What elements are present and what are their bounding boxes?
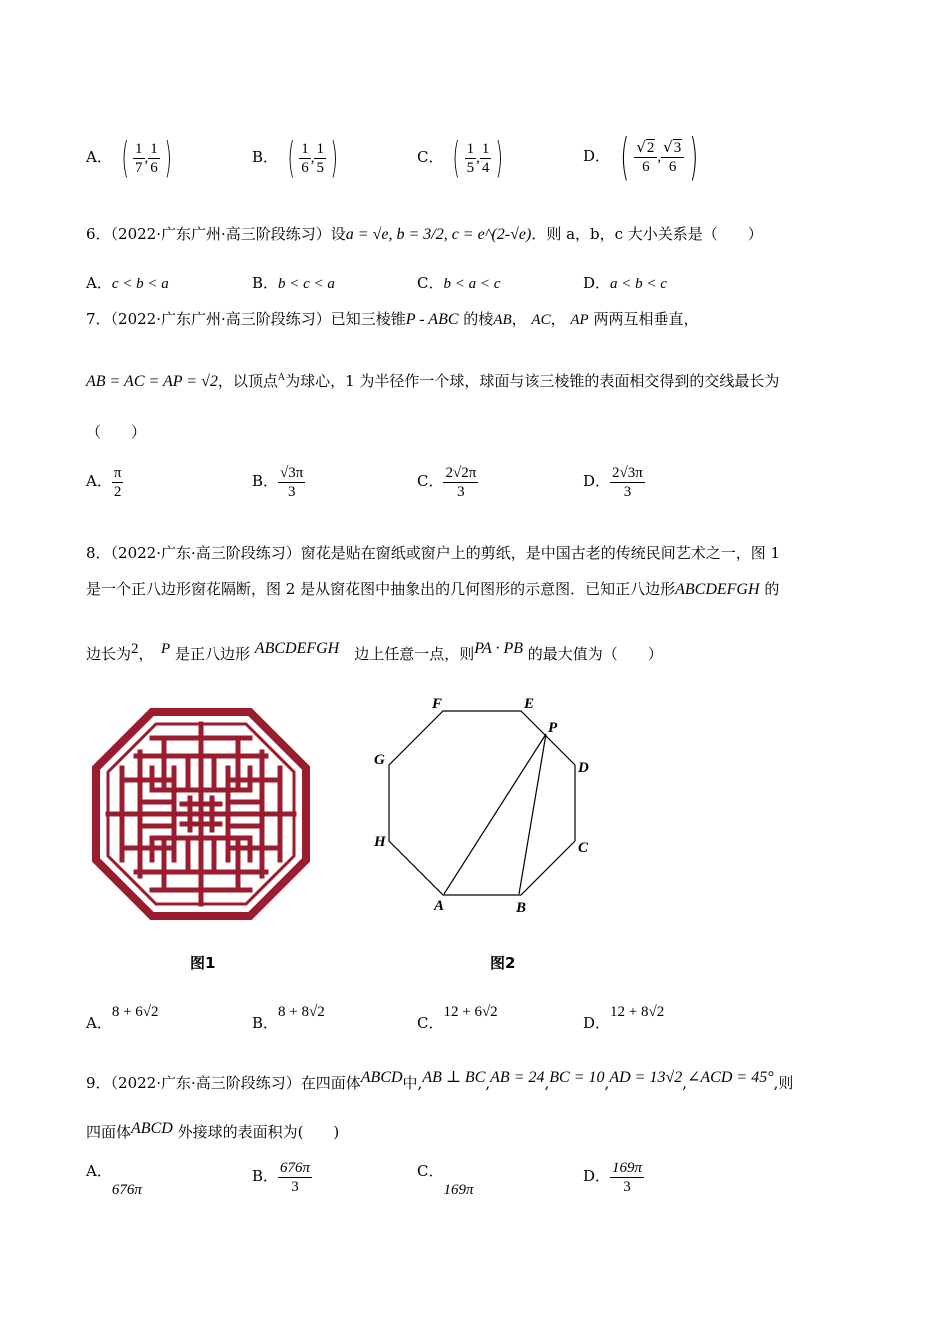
q6-math: a = √e, b = 3/2, c = e^(2-√e) [345, 226, 532, 243]
q7-stem-line1: 7．（2022·广东广州·高三阶段练习）已知三棱锥P - ABC 的棱AB， AC， AP 两两互相垂直， [86, 310, 699, 328]
q8-option-d: D．12 + 8√2 [583, 1004, 665, 1032]
q7-option-a: A． $\frac{\pi}{2}$ [86, 464, 122, 500]
figure2-label: 图2 [490, 954, 516, 972]
question-number: 7． [86, 310, 111, 328]
question-number: 6． [86, 225, 111, 243]
vertex-label-d: D [578, 760, 589, 776]
octagon-diagram [366, 688, 606, 918]
octagon-outline [389, 711, 575, 895]
q7-option-d: D． $\frac{2√3\pi}{3}$ [583, 464, 643, 500]
question-source: （2022·广东广州·高三阶段练习）已知三棱锥 [110, 310, 406, 328]
question-number: 8． [86, 544, 111, 562]
q6-tail: ．则 a，b，c 大小关系是（ ） [531, 225, 763, 243]
vertex-label-f: F [432, 696, 443, 712]
option-label: C． [417, 148, 444, 166]
vertex-label-e: E [524, 696, 535, 712]
q6-option-d: D．a < b < c [583, 274, 667, 292]
vertex-label-h: H [374, 834, 386, 850]
q5-option-a: A． ( $\frac{1}{7}$ , $\frac{1}{6}$ ) [86, 133, 172, 182]
q7-stem-line3: （ ） [86, 423, 147, 441]
vertex-label-a: A [434, 898, 445, 914]
vertex-label-c: C [578, 840, 589, 856]
q8-stem-line3: 边长为2， P 是正八边形 ABCDEFGH 边上任意一点，则PA · PB 的最大值为（ ） [86, 640, 663, 663]
q6-stem [86, 216, 763, 252]
figure1-label: 图1 [190, 954, 216, 972]
q9-option-c: C．169π [417, 1162, 474, 1198]
q6-option-a: A．c < b < a [86, 274, 169, 292]
q9-option-b: B． $\frac{676\pi}{3}$ [252, 1159, 311, 1195]
q9-option-d: D． $\frac{169\pi}{3}$ [583, 1159, 643, 1195]
window-lattice-figure [92, 708, 310, 920]
segment-pb [519, 734, 546, 894]
q9-stem-line1: 9．（2022·广东·高三阶段练习）在四面体ABCD中,AB ⊥ BC,AB = 24,BC = 10,AD = 13√2,∠ACD = 45°,则 [86, 1069, 794, 1092]
q7-option-c: C． $\frac{2√2\pi}{3}$ [417, 464, 477, 500]
q6-option-c: C．b < a < c [417, 274, 501, 292]
q5-option-b: B． ( $\frac{1}{6}$ , $\frac{1}{5}$ ) [252, 133, 338, 182]
q8-option-c: C．12 + 6√2 [417, 1004, 498, 1032]
vertex-label-b: B [516, 900, 527, 916]
q8-option-a: A．8 + 6√2 [86, 1004, 159, 1032]
q8-option-b: B．8 + 8√2 [252, 1004, 325, 1032]
q9-option-a: A．676π [86, 1162, 142, 1198]
q6-option-b: B．b < c < a [252, 274, 335, 292]
vertex-label-p: P [548, 720, 558, 736]
q5-option-d: D． ( $\frac{√2}{6}$ , $\frac{√3}{6}$ ) [583, 128, 699, 186]
question-number: 9． [86, 1074, 111, 1092]
q8-stem-line1: 8．（2022·广东·高三阶段练习）窗花是贴在窗纸或窗户上的剪纸，是中国古老的传统民间艺术之一，图 1 [86, 544, 781, 562]
option-label: D． [583, 147, 611, 165]
question-source: （2022·广东广州·高三阶段练习）设 [110, 225, 346, 243]
q5-option-c: C． ( $\frac{1}{5}$ , $\frac{1}{4}$ ) [417, 133, 504, 182]
q7-stem-line2: AB = AC = AP = √2，以顶点$^A$为球心，1 为半径作一个球，球面与该三棱锥的表面相交得到的交线最长为 [86, 372, 780, 390]
q8-stem-line2: 是一个正八边形窗花隔断，图 2 是从窗花图中抽象出的几何图形的示意图．已知正八边形ABCDEFGH 的 [86, 580, 780, 598]
segment-pa [444, 734, 546, 894]
q9-stem-line2: 四面体ABCD 外接球的表面积为( ) [86, 1120, 340, 1141]
q7-option-b: B． $\frac{√3\pi}{3}$ [252, 464, 304, 500]
option-label: A． [86, 148, 112, 166]
option-label: B． [252, 148, 279, 166]
vertex-label-g: G [374, 752, 385, 768]
